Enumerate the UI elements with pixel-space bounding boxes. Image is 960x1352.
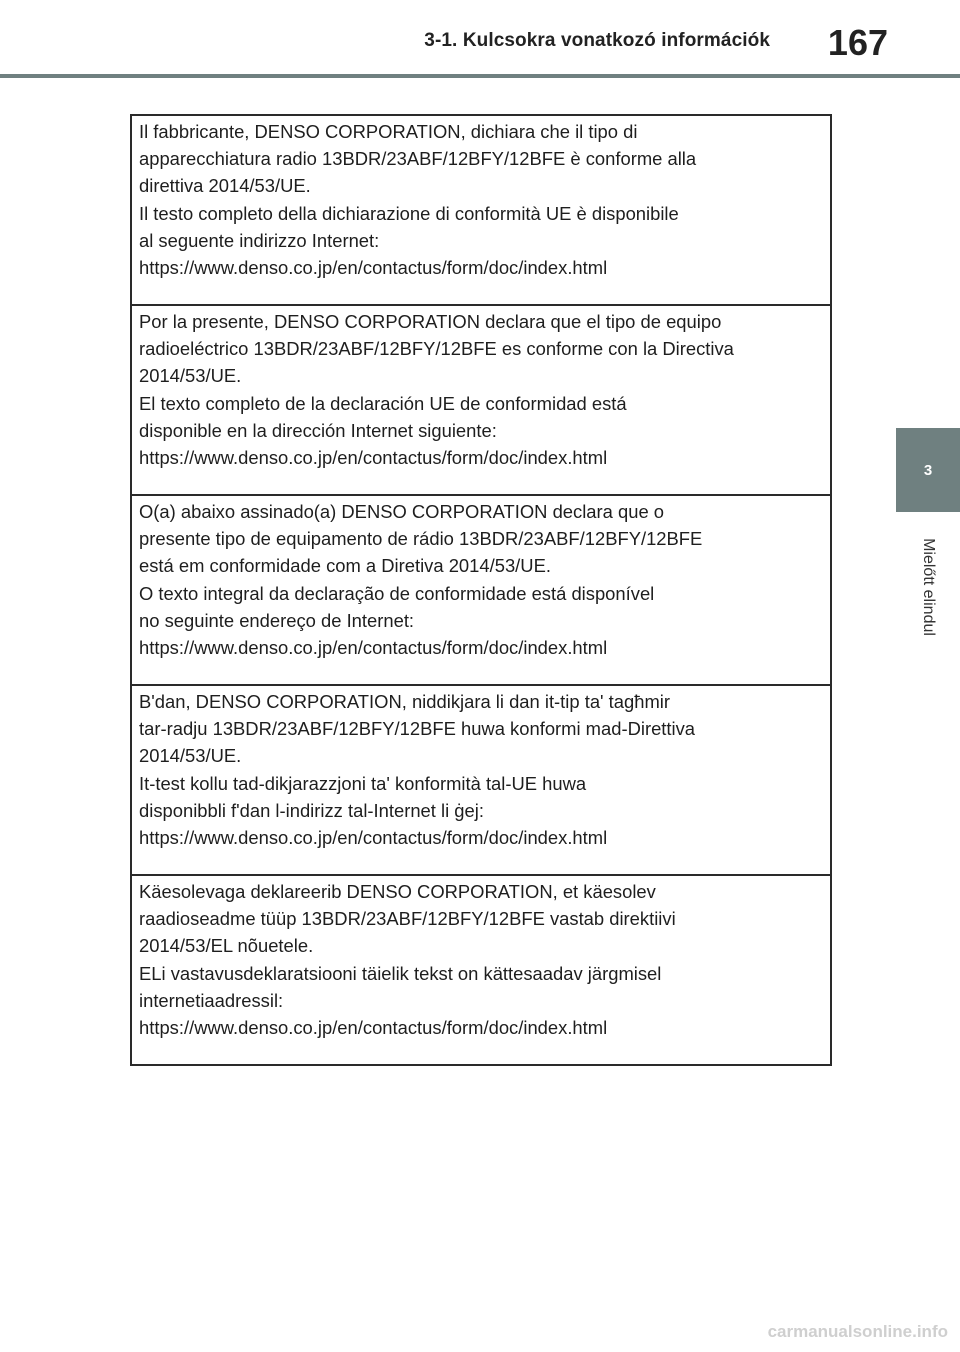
declaration-line: Por la presente, DENSO CORPORATION declara que el tipo de equipo (139, 311, 722, 332)
declaration-url: https://www.denso.co.jp/en/contactus/form/doc/index.html (139, 447, 608, 469)
declaration-line: Käesolevaga deklareerib DENSO CORPORATION, et käesolev (139, 881, 656, 902)
declaration-line: O texto integral da declaração de conformidade está disponível (139, 582, 655, 604)
declaration-url: https://www.denso.co.jp/en/contactus/form/doc/index.html (139, 1017, 608, 1039)
declaration-portuguese (132, 496, 830, 686)
declaration-line: Il testo completo della dichiarazione di conformità UE è disponibile (139, 202, 679, 224)
chapter-title: Mielőtt elindul (920, 538, 937, 636)
chapter-label (896, 512, 960, 672)
declaration-line: 2014/53/UE. (139, 745, 242, 767)
declaration-scan (130, 114, 832, 1066)
declaration-line: tar-radju 13BDR/23ABF/12BFY/12BFE huwa konformi mad-Direttiva (139, 718, 696, 740)
header-divider (0, 74, 960, 78)
declaration-line: ELi vastavusdeklaratsiooni täielik tekst on kättesaadav järgmisel (139, 962, 662, 984)
declaration-estonian (132, 876, 830, 1066)
declaration-line: 2014/53/UE. (139, 365, 242, 387)
declaration-line: It-test kollu tad-dikjarazzjoni ta' konformità tal-UE huwa (139, 772, 587, 794)
declaration-line: disponibbli f'dan l-indirizz tal-Internet li ġej: (139, 799, 484, 821)
declaration-line: al seguente indirizzo Internet: (139, 229, 380, 251)
declaration-line: internetiaadressil: (139, 989, 284, 1011)
chapter-tab (896, 428, 960, 512)
declaration-line: disponible en la dirección Internet siguiente: (139, 419, 497, 441)
declaration-url: https://www.denso.co.jp/en/contactus/form/doc/index.html (139, 257, 608, 279)
declaration-line: B'dan, DENSO CORPORATION, niddikjara li dan it-tip ta' tagħmir (139, 691, 670, 712)
chapter-number: 3 (923, 461, 933, 479)
declaration-line: direttiva 2014/53/UE. (139, 175, 311, 197)
declaration-line: no seguinte endereço de Internet: (139, 609, 415, 631)
section-title: 3-1. Kulcsokra vonatkozó információk (424, 30, 770, 51)
declaration-line: O(a) abaixo assinado(a) DENSO CORPORATION declara que o (139, 501, 665, 522)
site-watermark: carmanualsonline.info (767, 1322, 948, 1341)
declaration-line: radioeléctrico 13BDR/23ABF/12BFY/12BFE es conforme con la Directiva (139, 338, 734, 360)
declaration-line: está em conformidade com a Diretiva 2014/53/UE. (139, 555, 551, 577)
declaration-url: https://www.denso.co.jp/en/contactus/form/doc/index.html (139, 827, 608, 849)
declaration-italian (132, 116, 830, 306)
declaration-line: apparecchiatura radio 13BDR/23ABF/12BFY/12BFE è conforme alla (139, 148, 697, 170)
declaration-spanish (132, 306, 830, 496)
declaration-line: raadioseadme tüüp 13BDR/23ABF/12BFY/12BFE vastab direktiivi (139, 908, 676, 930)
declaration-line: El texto completo de la declaración UE de conformidad está (139, 392, 627, 414)
page-number: 167 (827, 22, 888, 63)
declaration-line: Il fabbricante, DENSO CORPORATION, dichiara che il tipo di (139, 121, 638, 142)
declaration-line: presente tipo de equipamento de rádio 13BDR/23ABF/12BFY/12BFE (139, 528, 703, 550)
declaration-url: https://www.denso.co.jp/en/contactus/form/doc/index.html (139, 637, 608, 659)
page-header (0, 0, 960, 80)
declaration-maltese (132, 686, 830, 876)
declaration-line: 2014/53/EL nõuetele. (139, 935, 314, 957)
